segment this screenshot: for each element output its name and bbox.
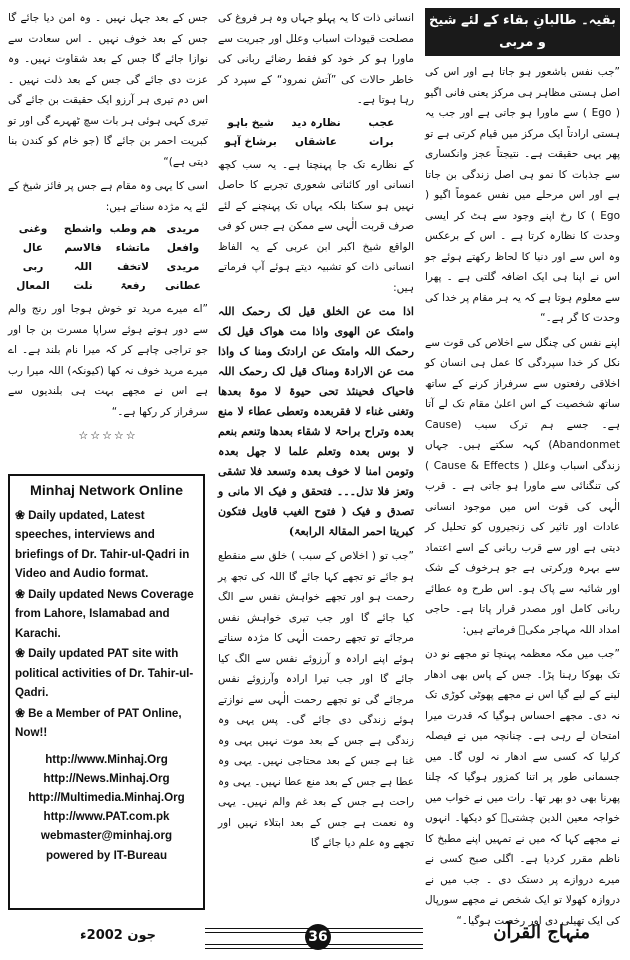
poem-cell: نلت [73,280,93,292]
box-item-text: Be a Member of PAT Online, Now!! [15,706,182,739]
minhaj-network-box [8,474,205,910]
flower-bullet-icon: ❀ [15,586,26,601]
right-column [425,8,620,931]
poem-cell: لاتخف [117,261,149,273]
left-paragraph-1: جس کے بعد جہل نہیں ۔ وہ امن دیا جائے گا جس کے بعد خوف نہیں ۔ اس سعادت سے نوازا جائے گا جس کے بعد شقاوت نہیں۔ وہ عزت دی جائے گی جس کے بعد ذلت نہیں ۔ اس دم تیری ہر آرزو ایک حقیقت بن جائے گی تیری کہی ہوئی ہر بات سچ ٹھہرے گی اور تو کبریت احمر بن جائے گا (جو خام کو کندن بنا دیتی ہے)“ [8,12,208,168]
poem-cell: المعال [16,280,50,292]
right-paragraph-3: ”جب میں مکہ معظمہ پہنچا تو مجھے نو دن تک بھوکا رہنا پڑا۔ جس کے پاس بھی ادھار لینے کے لیے گیا اس نے مجھے پھوٹی کوڑی تک نہ دی۔ مجھے احساس ہوگیا کہ قدرت میرا امتحان لے رہی ہے۔ چنانچہ میں نے فیصلہ کرلیا کہ کسی سے ادھار نہ لوں گا۔ میں جسمانی طور پر اتنا کمزور ہوگیا کہ چلنا پھرنا بھی دو بھر تھا۔ رات میں نے خواب میں خواجہ معین الدین چشتیؒ کو دیکھا۔ انہوں نے مجھے کہا کہ میں نے تمہیں اپنے مطبخ کا ناظم مقرر کردیا ہے۔ اگلی صبح کسی نے میرے دروازے پر دستک دی ۔ جب میں نے دروازہ کھولا تو ایک شخص نے مجھے سورپال کی ایک تھیلی دی اور رخصت ہوگیا۔“ [425,648,620,927]
poem-cell: وغنی [18,223,48,235]
right-paragraph-1: ”جب نفس باشعور ہو جاتا ہے اور اس کی اصل ہستی مظاہر ہی مرکز یعنی فانی اگیو ( Ego ) سے ماورا ہو جاتی ہے اور جب یہ ہستی ارادتاً ایک مرکز میں قیام کرتی ہے تو پھر یہی حقیقت ہے۔ نتیجتاً عجز وانکساری سے جذبات کا نمو ہی اصل زندگی بن جاتا ہے اور اس مرحلے میں نفس عموماً اگیو ( Ego ) کا رخ اپنے وجود سے ہٹ کر ایسی وحدت کا نظارہ کرتا ہے ۔ اس کے برعکس وہ اس سے اور دنیا کا لحاظ رکھتے ہوئے جو اس نے اپنا ہی ایک اضافہ گلتی ہے ۔ پھرا سے معلوم ہوتا ہے کہ یہ ہر مقام پر خدا کی وحدت کا گر ہے۔“ [425,66,620,324]
flower-bullet-icon: ❀ [15,705,26,720]
middle-intro: انسانی ذات کا یہ پہلو جہاں وہ ہر فروغ کی مصلحت قیودات اسباب وعلل اور جبریت سے ماورا ہو کر خود کو فقط رضائے ربانی کی خاطر حالات کی ”آتش نمرود“ کے سپرد کر رہا ہوتا ہے۔ [218,12,414,106]
poem-cell: وافعل [166,242,200,254]
poem-cell: ربی [22,261,44,273]
powered-by: powered by IT-Bureau [45,848,168,862]
poem-cell: ھم وطب [109,223,157,235]
flower-bullet-icon: ❀ [15,507,26,522]
issue-date: جون 2002ء [80,928,156,943]
poem-cell: نظارہ دید [291,116,341,129]
box-item [15,704,198,743]
article-heading: بقیہ۔ طالبانِ بقاء کے لئے شیخ و مربی [425,8,620,56]
poem-cell: واشطح [63,223,103,235]
poem-cell: فالاسم [64,242,102,254]
box-item [15,585,198,644]
url-multimedia[interactable]: http://Multimedia.Minhaj.Org [28,790,185,804]
url-minhaj[interactable]: http://www.Minhaj.Org [45,752,168,766]
poem-cell: ماتشاء [115,242,151,254]
box-title: Minhaj Network Online [30,483,183,499]
middle-paragraph-2: کے نظارے تک جا پہنچتا ہے۔ یہ سب کچھ انسانی اور کائناتی شعوری تجربے کا حاصل نہیں ہو سکتا بلکہ یہاں تک پہنچنے کے لئے صرف قربت الٰہی سے ممکن ہے جس کو فی الواقع شیخ اکبر ابن عربی کے یہ الفاظ انسانی ذات کو تشبیہ دیتے ہوئے آپ فرماتے ہیں: [218,158,414,294]
box-item-text: Daily updated, Latest speeches, interviews and briefings of Dr. Tahir-ul-Qadri in Video and Audio format. [15,508,190,580]
poem-cell: عطانی [165,280,201,292]
poem-cell: برشاخ آہو [224,135,277,148]
flower-bullet-icon: ❀ [15,646,26,660]
left-translation: ”اے میرے مرید تو خوش ہوجا اور رنج والم سے دور ہوتے ہوئے سراپا مسرت بن جا اور جو تراجی چاہے کر کہ میرا نام بلند ہے۔ اے میرے مرید خوف نہ کھا (کیونکہ) اللہ میرا رب ہے اس نے مجھے بہت ہی بلندیوں سے سرفراز کر رکھا ہے۔“ [8,303,208,418]
page-footer [0,918,630,960]
poem-cell: عاشقاں [295,135,337,148]
poem-cell: عجب [368,116,395,129]
webmaster-email[interactable]: webmaster@minhaj.org [40,829,173,843]
middle-column [218,8,414,854]
page-number: 36 [305,924,331,950]
masthead-logo: منہاج القرآن [493,922,590,943]
box-item-text: Daily updated PAT site with political activities of Dr. Tahir-ul-Qadri. [15,647,194,699]
middle-translation: ”جب تو ( اخلاص کے سبب ) خلق سے منقطع ہو جائے تو تجھے کہا جائے گا اللہ کی تجھ پر رحمت ہو اور تجھے خواہش نفس سے الگ کیا جائے گا اور جب تیری خواہش نفس مرجائے تو تجھے رحمت الٰہی کا مژدہ سناتے ہوئے اپنے ارادہ و آرزوئے نفس سے الگ کیا جائے گا اور جب تیرا ارادہ وآرزوئے نفس مرجائے گی تو تجھے رحمت الٰہی سے نوازتے ہوئے زندگی دی جائے گی۔ پس یہی وہ زندگی ہے جس کے بعد موت نہیں یہی وہ غنا ہے جس کے بعد محتاجی نہیں۔ یہی وہ عطا ہے جس کے بعد منع عطا نہیں۔ یہی وہ راحت ہے جس کے بعد غم والم نہیں۔ یہی وہ نعمت ہے جس کے بعد ابتلاء نہیں اور تجھے وہ علم دیا جائے گا [218,550,414,849]
url-news[interactable]: http://News.Minhaj.Org [43,771,170,785]
left-column [8,8,208,447]
poem-cell: عال [22,242,44,254]
poem-cell: اللہ [74,261,92,273]
url-pat[interactable]: http://www.PAT.com.pk [43,810,170,824]
box-item-text: Daily updated News Coverage from Lahore, Islamabad and Karachi. [15,587,194,640]
box-item [15,506,198,584]
right-paragraph-2: اپنے نفس کی چنگل سے اخلاص کی قوت سے نکل کر خدا سپردگی کا عمل ہی انسان کو اخلاقی رفعتوں سے سرفراز کرنے کے ساتھ ساتھ شخصیت کے اس اعلیٰ مقام تک لے آتا ہے۔ جسے ہم ترک سبب (Cause Abandonmet) کہہ سکتے ہیں۔ جہاں زندگی اسباب وعلل ( Cause & Effects ) کی تنگنائی سے ماورا ہو جاتی ہے ۔ قرب الٰہی کی قوت اس میں موجود انسانی عادات اور تاثیر کی زنجیروں کو تحلیل کر دیتی ہے اور سے قرب ربانی کے اسے اعتماد سے بہرہ ورکرتی ہے جو ہرخوف کے شک اور شائبہ سے پاک ہو۔ اس طرح وہ عطائے ربانی کامل اور مصدر قرار پاتا ہے۔ حاجی امداد اللہ مہاجر مکیؒ فرماتے ہیں: [425,336,621,636]
poem-arabic [8,220,208,296]
poem-cell: رفعۃ [120,280,146,292]
poem-bahu [218,114,414,152]
poem-cell: مریدی [166,223,200,235]
arabic-quote: اذا مت عن الخلق قیل لک رحمک اللہ وامتک عن الھوی واذا مت ھواک قیل لک رحمک اللہ وامتک عن ارادتک ومنا ک واذا مت عن الارادۃ ومناک قیل لک رحمک اللہ فاحیاک فحینئذ تحی حیوۃ لا موۃ بعدھا وتغنی غناء لا فقربعدہ وتعطی عطاء لا منع بعدہ وتراح براحۃ لا شقاء بعدھا وتنعم بنعم لا بوس بعدہ وتعلم علما لا جھل بعدہ وتومن امنا لا خوف بعدہ وتسعد فلا تشقی وتعز فلا تذل۔۔۔ فتحقق و فیک الا مانی و تصدق و فیک ( فتوح الغیب قاویل فتکون کبریتا احمر المقالۃ الرابعۃ) [218,305,414,538]
poem-cell: برات [369,135,394,148]
poem-cell: شیخ باہو [227,116,274,129]
poem-cell: مریدی [166,261,200,273]
box-item [15,644,198,703]
separator-stars: ☆☆☆☆☆ [78,429,138,442]
left-paragraph-2: اسی کا یہی وہ مقام ہے جس پر فائز شیخ کے لئے یہ مژدہ سناتے ہیں: [8,180,208,213]
